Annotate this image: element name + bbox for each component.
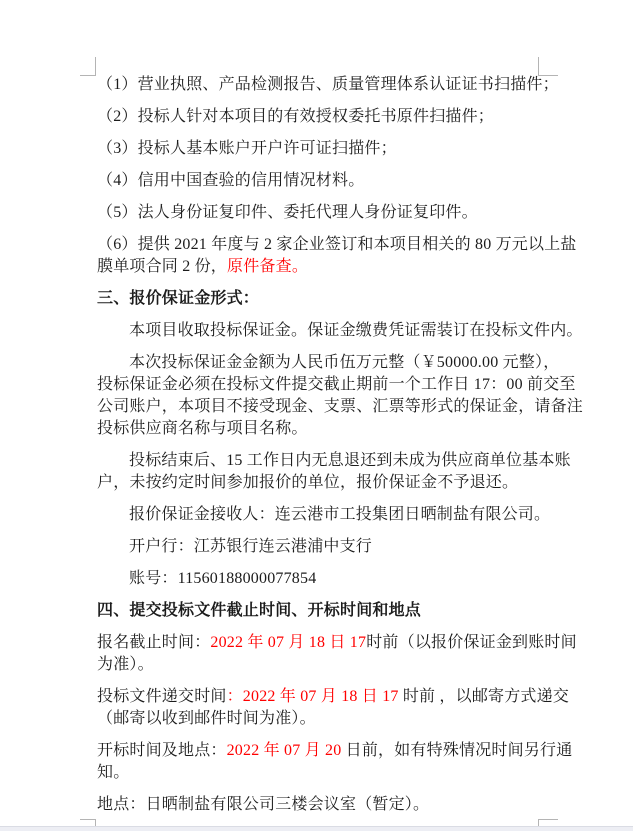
- signup-deadline: [97, 632, 577, 676]
- text-run: 本项目收取投标保证金。保证金缴费凭证需装订在投标文件内。: [129, 322, 583, 339]
- bank-account: [97, 568, 547, 590]
- deposit-receiver-line-1: [97, 504, 551, 526]
- red-text-run: 原件备查。: [227, 258, 309, 275]
- deposit-note-line-1: [97, 320, 583, 342]
- item-6-line-1: [97, 234, 577, 256]
- submit-time: [97, 686, 570, 730]
- deposit-amount: [97, 352, 584, 440]
- red-text-run: ：2022 年 07 月 18 日 17: [226, 688, 399, 705]
- deposit-amount-line-1: [97, 352, 560, 374]
- bank-name-line-1: [97, 536, 547, 558]
- page-bottom-edge: [0, 826, 633, 831]
- section-3-heading-line-1: [97, 288, 547, 310]
- section-4-heading-line-1: [97, 600, 547, 622]
- item-6: [97, 234, 577, 278]
- item-1-line-1: [97, 74, 559, 96]
- text-run: 开标时间及地点：: [97, 742, 227, 759]
- item-5: [97, 202, 547, 224]
- text-run: 知。: [97, 764, 130, 781]
- deposit-amount-line-3: [97, 396, 584, 418]
- text-run: 投标供应商名称与项目名称。: [97, 420, 308, 437]
- text-run: 四、提交投标文件截止时间、开标时间和地点: [97, 602, 422, 619]
- text-run: 膜单项合同 2 份，: [97, 258, 228, 275]
- margin-mark-top-left: [80, 57, 96, 76]
- red-text-run: 2022 年 07 月 18 日 17: [210, 634, 367, 651]
- section-3-heading: [97, 288, 547, 310]
- text-run: 投标文件递交时间: [97, 688, 227, 705]
- text-run: 三、报价保证金形式：: [97, 290, 260, 307]
- text-run: 时前 ，以邮寄方式递交: [398, 688, 570, 705]
- text-run: 报价保证金接收人：连云港市工投集团日晒制盐有限公司。: [129, 506, 551, 523]
- text-run: 投标保证金必须在投标文件提交截止期前一个工作日 17：00 前交至: [97, 376, 576, 393]
- item-2-line-1: [97, 106, 547, 128]
- text-run: 开户行：江苏银行连云港浦中支行: [129, 538, 373, 555]
- text-run: 本次投标保证金金额为人民币伍万元整（￥50000.00 元整），: [129, 354, 560, 371]
- text-run: （4）信用中国查验的信用情况材料。: [97, 172, 365, 189]
- text-run: 户，未按约定时间参加报价的单位，报价保证金不予退还。: [97, 474, 519, 491]
- text-run: （6）提供 2021 年度与 2 家企业签订和本项目相关的 80 万元以上盐: [97, 236, 577, 253]
- signup-deadline-line-1: [97, 632, 577, 654]
- text-run: （邮寄以收到邮件时间为准）。: [97, 710, 316, 727]
- item-4: [97, 170, 547, 192]
- bank-account-line-1: [97, 568, 547, 590]
- item-3: [97, 138, 547, 160]
- text-run: （5）法人身份证复印件、委托代理人身份证复印件。: [97, 204, 478, 221]
- text-run: 账号：11560188000077854: [129, 570, 317, 587]
- text-run: 时前（以报价保证金到账时间: [366, 634, 577, 651]
- deposit-refund-line-2: [97, 472, 547, 494]
- text-run: 为准）。: [97, 656, 154, 673]
- text-run: （2）投标人针对本项目的有效授权委托书原件扫描件；: [97, 108, 495, 125]
- deposit-refund-line-1: [97, 450, 571, 472]
- item-4-line-1: [97, 170, 547, 192]
- open-time-line-1: [97, 740, 573, 762]
- item-1: [97, 74, 559, 96]
- open-location: [97, 794, 547, 816]
- item-2: [97, 106, 547, 128]
- deposit-amount-line-4: [97, 418, 547, 440]
- text-run: 地点：日晒制盐有限公司三楼会议室（暂定）。: [97, 796, 430, 813]
- bank-name: [97, 536, 547, 558]
- open-time-line-2: [97, 762, 547, 784]
- text-run: （3）投标人基本账户开户许可证扫描件；: [97, 140, 397, 157]
- section-4-heading: [97, 600, 547, 622]
- document-body: [97, 74, 584, 826]
- open-location-line-1: [97, 794, 547, 816]
- signup-deadline-line-2: [97, 654, 547, 676]
- deposit-amount-line-2: [97, 374, 576, 396]
- text-run: 报名截止时间：: [97, 634, 211, 651]
- text-run: 投标结束后、15 工作日内无息退还到未成为供应商单位基本账: [129, 452, 571, 469]
- open-time: [97, 740, 573, 784]
- deposit-receiver: [97, 504, 551, 526]
- text-run: 公司账户，本项目不接受现金、支票、汇票等形式的保证金，请备注: [97, 398, 584, 415]
- submit-time-line-2: [97, 708, 547, 730]
- deposit-note: [97, 320, 583, 342]
- text-run: （1）营业执照、产品检测报告、质量管理体系认证证书扫描件；: [97, 76, 559, 93]
- text-run: 日前，如有特殊情况时间另行通: [341, 742, 573, 759]
- item-5-line-1: [97, 202, 547, 224]
- submit-time-line-1: [97, 686, 570, 708]
- red-text-run: 2022 年 07 月 20: [226, 742, 342, 759]
- item-3-line-1: [97, 138, 547, 160]
- item-6-line-2: [97, 256, 547, 278]
- deposit-refund: [97, 450, 571, 494]
